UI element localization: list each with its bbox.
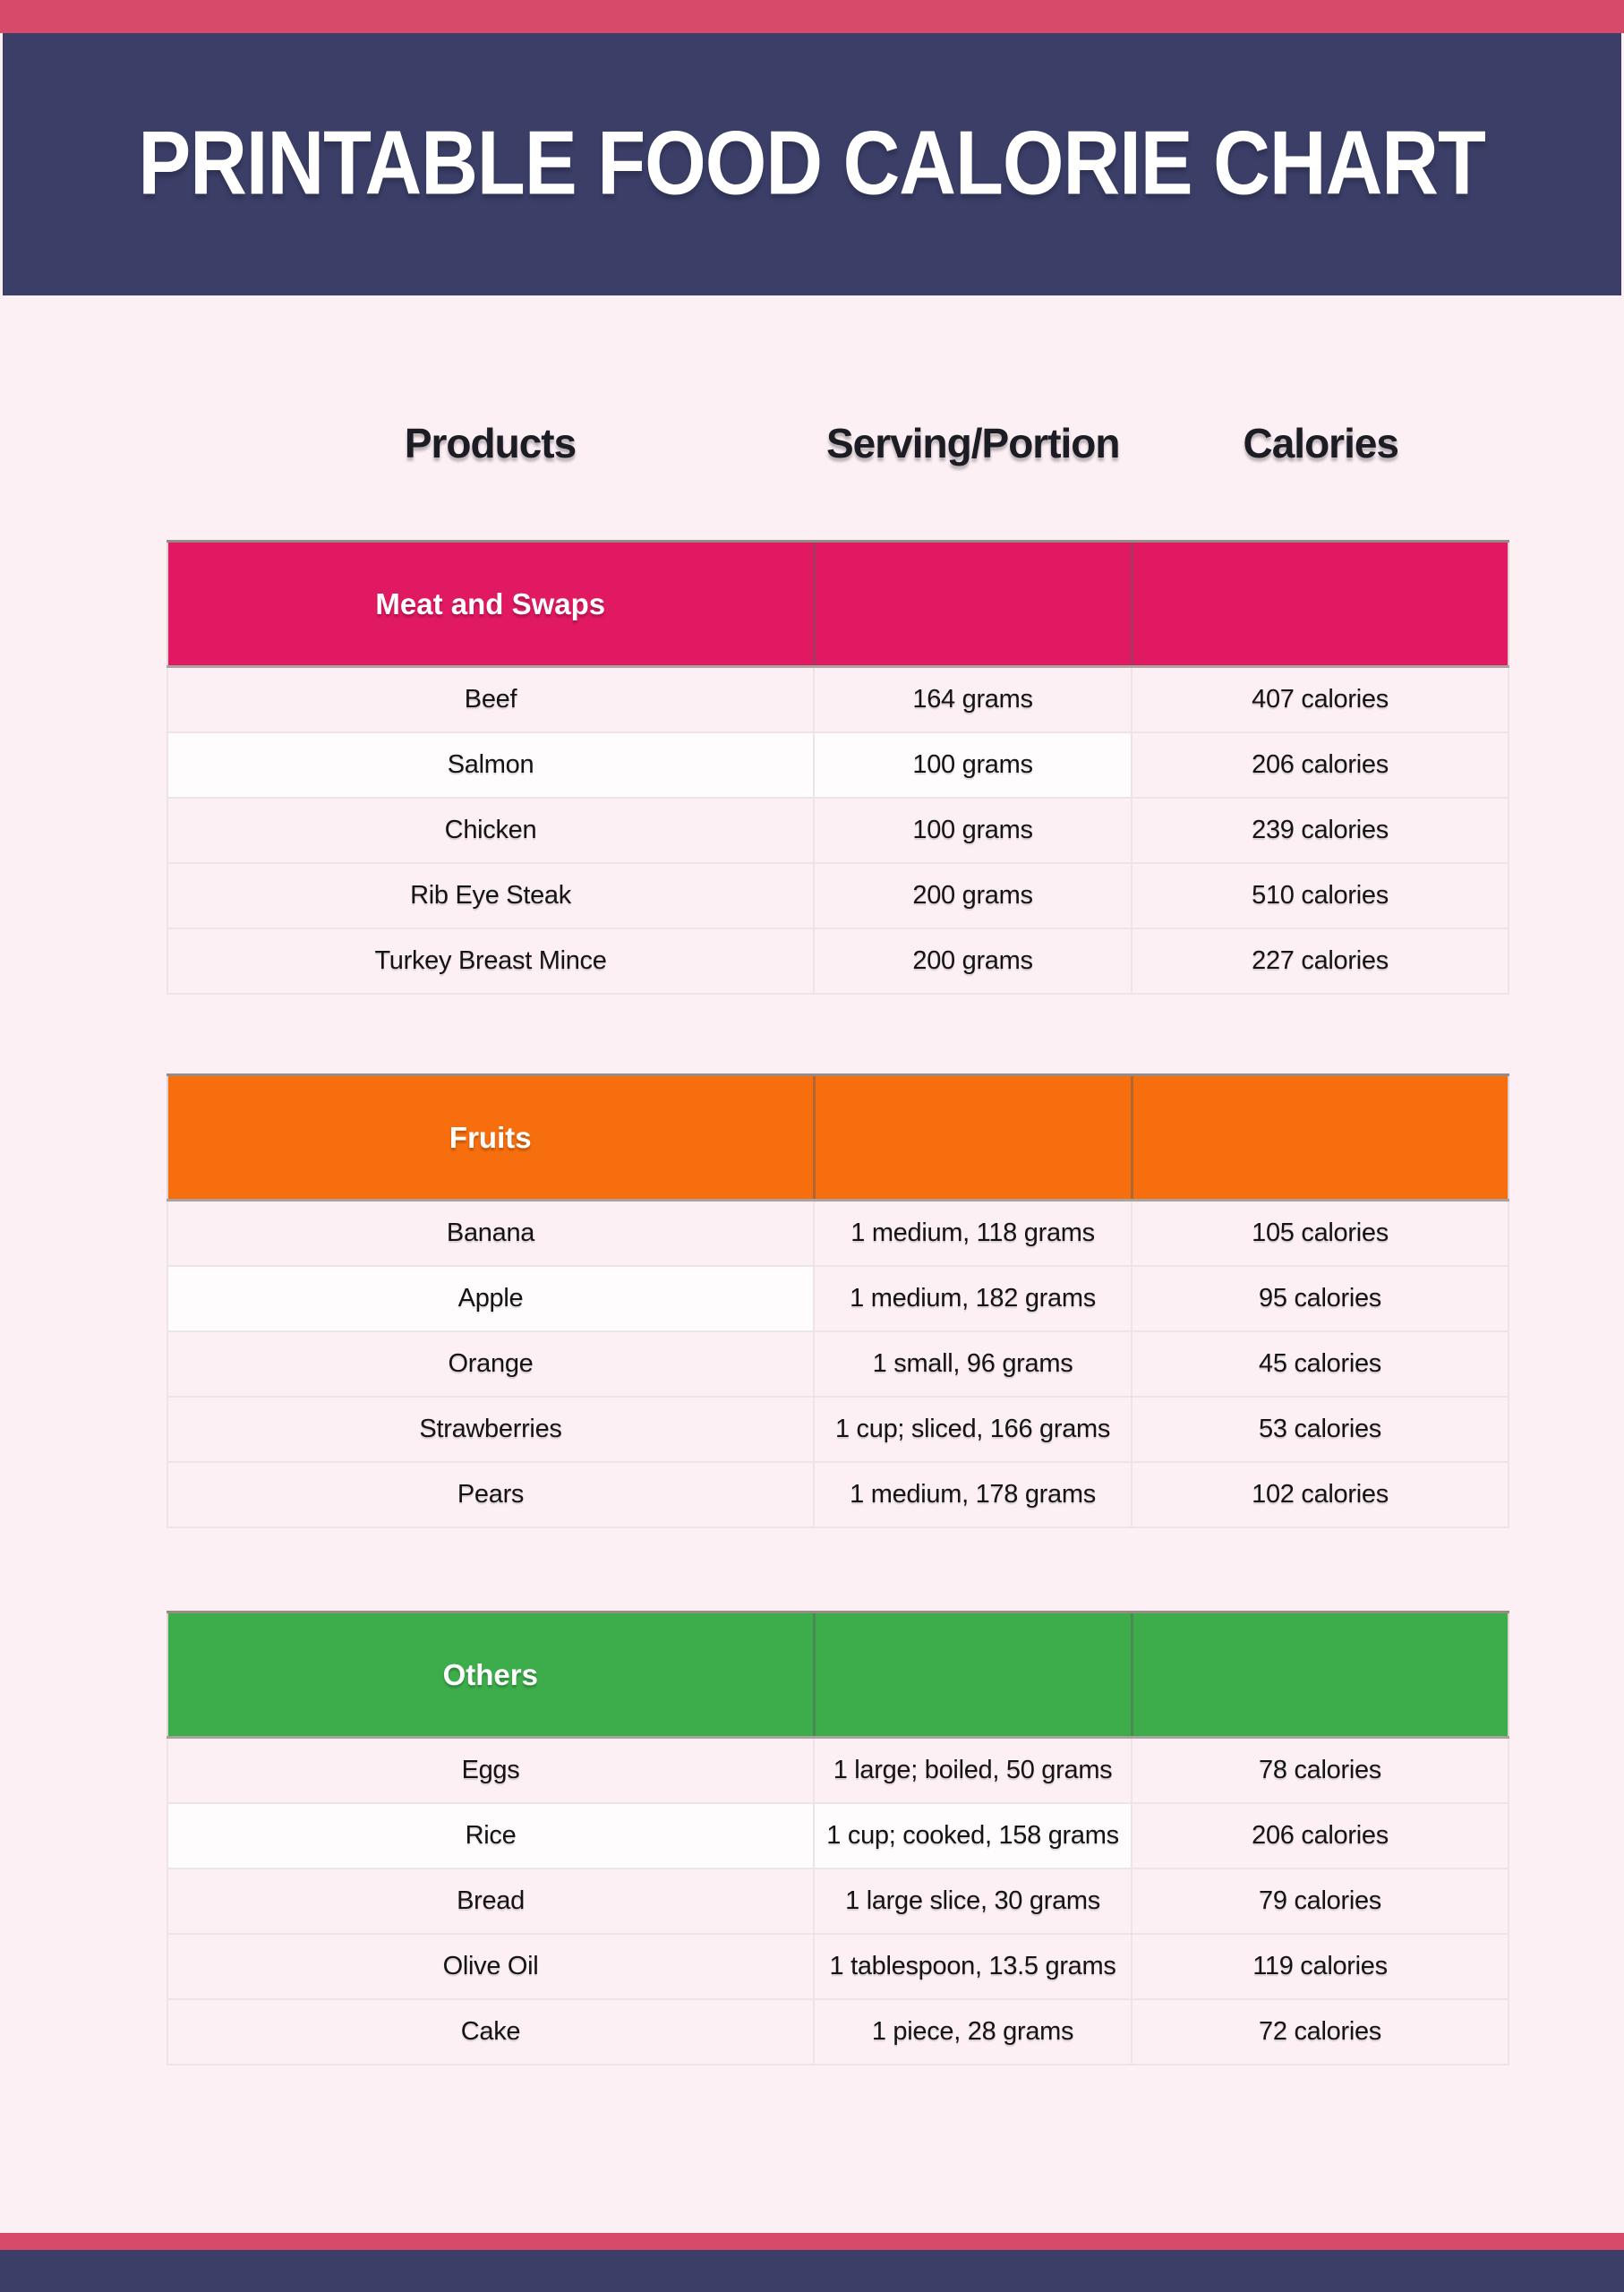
serving-cell: 1 tablespoon, 13.5 grams [814, 1934, 1132, 1999]
serving-cell: 100 grams [814, 798, 1132, 863]
product-cell: Beef [167, 667, 814, 732]
product-cell: Banana [167, 1201, 814, 1266]
title-banner [3, 33, 1621, 295]
section-title: Others [167, 1612, 814, 1738]
column-header-products: Products [404, 420, 577, 466]
product-cell: Rice [167, 1803, 814, 1869]
table-row [167, 1201, 1509, 1266]
section-header-spacer [814, 542, 1132, 667]
calories-cell: 79 calories [1132, 1869, 1509, 1934]
serving-cell: 1 piece, 28 grams [814, 1999, 1132, 2065]
serving-cell: 1 medium, 182 grams [814, 1266, 1132, 1331]
table-row [167, 1803, 1509, 1869]
calories-cell: 72 calories [1132, 1999, 1509, 2065]
product-cell: Strawberries [167, 1397, 814, 1462]
product-cell: Eggs [167, 1738, 814, 1803]
calories-cell: 105 calories [1132, 1201, 1509, 1266]
calories-cell: 206 calories [1132, 732, 1509, 798]
serving-cell: 1 medium, 178 grams [814, 1462, 1132, 1527]
product-cell: Apple [167, 1266, 814, 1331]
table-row [167, 1462, 1509, 1527]
table-row [167, 863, 1509, 928]
section-header-spacer [814, 1612, 1132, 1738]
serving-cell: 100 grams [814, 732, 1132, 798]
column-headers [167, 419, 1509, 467]
table-fruits [167, 1073, 1509, 1528]
product-cell: Turkey Breast Mince [167, 928, 814, 994]
footer-navy-bar [0, 2250, 1624, 2292]
section-header-spacer [1132, 1075, 1509, 1201]
calories-cell: 227 calories [1132, 928, 1509, 994]
product-cell: Chicken [167, 798, 814, 863]
table-row [167, 667, 1509, 732]
calories-cell: 407 calories [1132, 667, 1509, 732]
calories-cell: 78 calories [1132, 1738, 1509, 1803]
product-cell: Bread [167, 1869, 814, 1934]
serving-cell: 1 large slice, 30 grams [814, 1869, 1132, 1934]
table-row [167, 1869, 1509, 1934]
table-row [167, 1934, 1509, 1999]
product-cell: Orange [167, 1331, 814, 1397]
product-cell: Cake [167, 1999, 814, 2065]
column-header-serving: Serving/Portion [826, 420, 1120, 466]
serving-cell: 1 large; boiled, 50 grams [814, 1738, 1132, 1803]
table-meat-and-swaps [167, 540, 1509, 995]
calories-cell: 510 calories [1132, 863, 1509, 928]
table-row [167, 732, 1509, 798]
section-header-spacer [1132, 542, 1509, 667]
serving-cell: 200 grams [814, 863, 1132, 928]
table-row [167, 1738, 1509, 1803]
serving-cell: 1 cup; cooked, 158 grams [814, 1803, 1132, 1869]
section-header-spacer [814, 1075, 1132, 1201]
serving-cell: 1 small, 96 grams [814, 1331, 1132, 1397]
product-cell: Olive Oil [167, 1934, 814, 1999]
calories-cell: 119 calories [1132, 1934, 1509, 1999]
table-others [167, 1611, 1509, 2065]
serving-cell: 200 grams [814, 928, 1132, 994]
section-header-row [167, 542, 1509, 667]
serving-cell: 1 medium, 118 grams [814, 1201, 1132, 1266]
table-row [167, 1331, 1509, 1397]
table-row [167, 1266, 1509, 1331]
page-title: PRINTABLE FOOD CALORIE CHART [138, 113, 1486, 214]
section-header-spacer [1132, 1612, 1509, 1738]
serving-cell: 164 grams [814, 667, 1132, 732]
calories-cell: 53 calories [1132, 1397, 1509, 1462]
calories-cell: 102 calories [1132, 1462, 1509, 1527]
serving-cell: 1 cup; sliced, 166 grams [814, 1397, 1132, 1462]
table-row [167, 1999, 1509, 2065]
calories-cell: 239 calories [1132, 798, 1509, 863]
section-title: Meat and Swaps [167, 542, 814, 667]
table-row [167, 928, 1509, 994]
product-cell: Rib Eye Steak [167, 863, 814, 928]
table-row [167, 1397, 1509, 1462]
top-accent-bar [0, 0, 1624, 33]
calories-cell: 45 calories [1132, 1331, 1509, 1397]
table-row [167, 798, 1509, 863]
section-header-row [167, 1612, 1509, 1738]
section-title: Fruits [167, 1075, 814, 1201]
calories-cell: 95 calories [1132, 1266, 1509, 1331]
calories-cell: 206 calories [1132, 1803, 1509, 1869]
product-cell: Salmon [167, 732, 814, 798]
footer-accent-bar [0, 2233, 1624, 2250]
section-header-row [167, 1075, 1509, 1201]
product-cell: Pears [167, 1462, 814, 1527]
column-header-calories: Calories [1243, 420, 1399, 466]
